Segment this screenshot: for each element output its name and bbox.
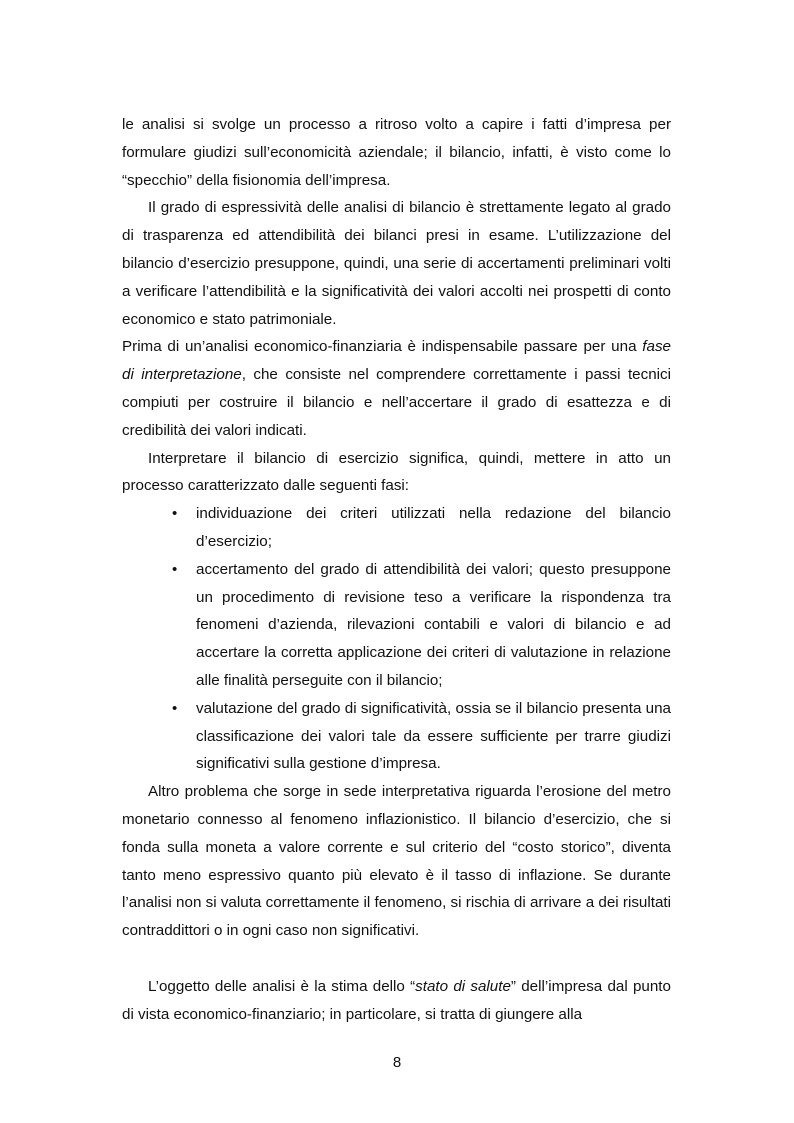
bullet-icon: • bbox=[172, 505, 178, 523]
paragraph-1: le analisi si svolge un processo a ritroso volto a capire i fatti d’impresa per formulare giudizi sull’economicità aziendale; il bilancio, infatti, è visto come lo “specchio” della fisionomia dell’impresa. bbox=[122, 116, 671, 189]
paragraph-2: Il grado di espressività delle analisi di bilancio è strettamente legato al grado di trasparenza ed attendibilità dei bilanci presi in esame. L’utilizzazione del bilancio d’esercizio presuppone, quindi, una serie di accertamenti preliminari volti a verificare l’attendibilità e la significatività dei valori accolti nei prospetti di conto economico e stato patrimoniale. bbox=[122, 199, 671, 328]
paragraph-6-end: ” dell’impresa dal punto di vista economico-finanziario; in particolare, si tratta di giungere alla bbox=[122, 977, 671, 1023]
list-item bbox=[172, 695, 671, 778]
paragraph-3-start: Prima di un’analisi economico-finanziaria è indispensabile passare per una bbox=[122, 338, 643, 356]
paragraph-gap bbox=[122, 945, 671, 973]
bullet-icon: • bbox=[172, 699, 178, 717]
page-number: 8 bbox=[392, 1054, 402, 1071]
paragraph-6-italic: stato di salute bbox=[415, 977, 511, 995]
paragraph-6-start: L’oggetto delle analisi è la stima dello “ bbox=[148, 977, 416, 995]
paragraph-5: Altro problema che sorge in sede interpretativa riguarda l’erosione del metro monetario connesso al fenomeno inflazionistico. Il bilancio d’esercizio, che si fonda sulla moneta a valore corrente e sul criterio del “costo storico”, diventa tanto meno espressivo quanto più elevato è il tasso di inflazione. Se durante l’analisi non si valuta correttamente il fenomeno, si rischia di arrivare a dei risultati contraddittori o in ogni caso non significativi. bbox=[122, 783, 671, 940]
paragraph-3 bbox=[122, 333, 671, 444]
list-item-text: accertamento del grado di attendibilità dei valori; questo presuppone un procedimento di revisione teso a verificare la rispondenza tra fenomeni d’azienda, rilevazioni contabili e valori di bilancio e ad accertare la corretta applicazione dei criteri di valutazione in relazione alle finalità perseguite con il bilancio; bbox=[196, 560, 671, 689]
bullet-icon: • bbox=[172, 560, 178, 578]
phase-list bbox=[122, 500, 671, 778]
list-item-text: valutazione del grado di significatività, ossia se il bilancio presenta una classificazione dei valori tale da essere sufficiente per trarre giudizi significativi sulla gestione d’impresa. bbox=[196, 699, 671, 773]
paragraph-3-end: , che consiste nel comprendere correttamente i passi tecnici compiuti per costruire il bilancio e nell’accertare il grado di esattezza e di credibilità dei valori indicati. bbox=[122, 366, 671, 439]
paragraph-3-italic: fase di interpretazione bbox=[122, 338, 671, 384]
list-item-text: individuazione dei criteri utilizzati nella redazione del bilancio d’esercizio; bbox=[196, 505, 671, 550]
body-text bbox=[122, 111, 671, 1028]
paragraph-6 bbox=[122, 973, 671, 1029]
paragraph-4: Interpretare il bilancio di esercizio significa, quindi, mettere in atto un processo caratterizzato dalle seguenti fasi: bbox=[122, 449, 671, 495]
list-item bbox=[172, 556, 671, 695]
list-item bbox=[172, 500, 671, 556]
